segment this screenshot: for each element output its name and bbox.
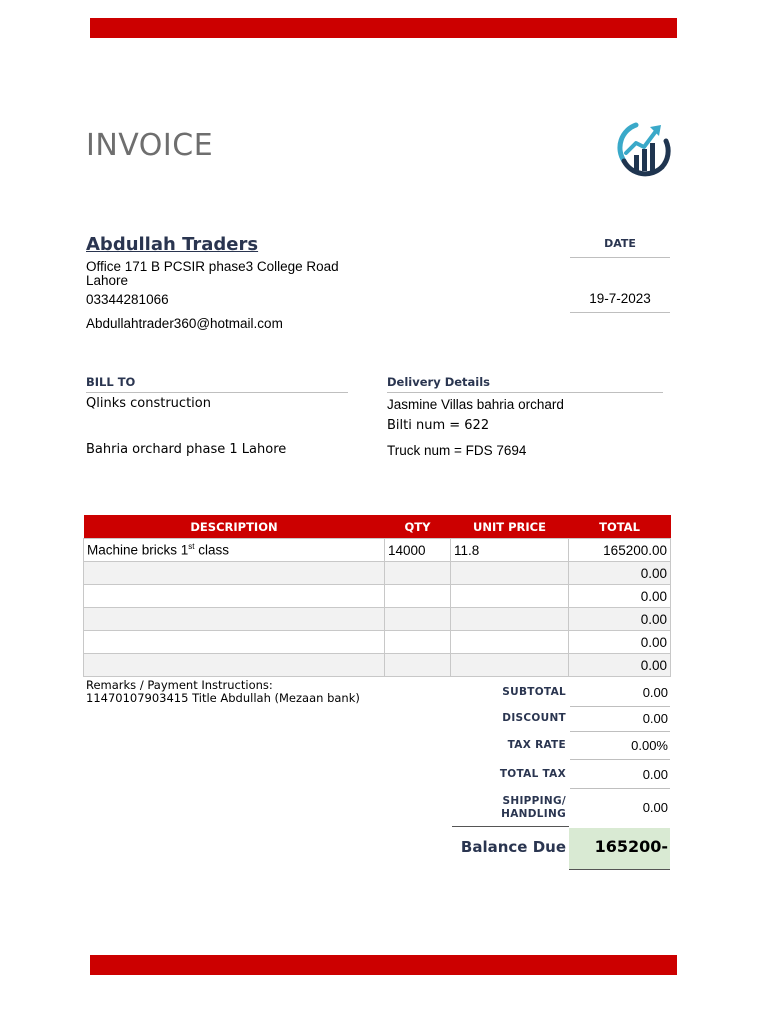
tax-rate-divider bbox=[570, 759, 670, 760]
date-value-divider bbox=[570, 312, 670, 313]
row-total: 0.00 bbox=[569, 608, 671, 631]
invoice-title: INVOICE bbox=[86, 128, 214, 163]
row-total: 0.00 bbox=[569, 654, 671, 677]
balance-due-value: 165200- bbox=[594, 837, 668, 856]
table-row bbox=[84, 608, 671, 631]
bill-to-address: Bahria orchard phase 1 Lahore bbox=[86, 442, 287, 457]
row-qty: 14000 bbox=[385, 539, 451, 562]
bottom-accent-bar bbox=[90, 955, 677, 975]
row-qty bbox=[385, 562, 451, 585]
date-label: DATE bbox=[604, 237, 636, 250]
table-row bbox=[84, 654, 671, 677]
row-qty bbox=[385, 631, 451, 654]
total-tax-label: TOTAL TAX bbox=[499, 768, 566, 780]
row-unit-price: 11.8 bbox=[451, 539, 569, 562]
company-name: Abdullah Traders bbox=[86, 234, 259, 255]
row-description bbox=[84, 562, 385, 585]
row-total: 0.00 bbox=[569, 562, 671, 585]
delivery-truck: Truck num = FDS 7694 bbox=[387, 443, 527, 458]
shipping-label: SHIPPING/ HANDLING bbox=[501, 795, 566, 820]
subtotal-value: 0.00 bbox=[642, 685, 668, 700]
total-tax-value: 0.00 bbox=[642, 767, 668, 782]
company-email: Abdullahtrader360@hotmail.com bbox=[86, 316, 283, 331]
bill-to-label: BILL TO bbox=[86, 375, 136, 389]
subtotal-divider bbox=[570, 706, 670, 707]
company-address-line1: Office 171 B PCSIR phase3 College Road bbox=[86, 259, 339, 274]
subtotal-label: SUBTOTAL bbox=[502, 686, 566, 698]
col-header-qty: QTY bbox=[385, 515, 451, 539]
row-total: 0.00 bbox=[569, 585, 671, 608]
row-description: Machine bricks 1st class bbox=[84, 539, 385, 562]
tax-rate-label: TAX RATE bbox=[507, 739, 566, 751]
col-header-unit-price: UNIT PRICE bbox=[451, 515, 569, 539]
delivery-label: Delivery Details bbox=[387, 375, 491, 389]
row-qty bbox=[385, 608, 451, 631]
discount-value: 0.00 bbox=[642, 711, 668, 726]
discount-label: DISCOUNT bbox=[502, 712, 566, 724]
table-row bbox=[84, 562, 671, 585]
tax-rate-value: 0.00% bbox=[631, 738, 668, 753]
table-row bbox=[84, 539, 671, 562]
row-description bbox=[84, 585, 385, 608]
total-tax-divider bbox=[570, 788, 670, 789]
remarks-label: Remarks / Payment Instructions: bbox=[86, 678, 273, 692]
table-row bbox=[84, 631, 671, 654]
company-address-line2: Lahore bbox=[86, 273, 129, 288]
row-unit-price bbox=[451, 608, 569, 631]
col-header-total: TOTAL bbox=[569, 515, 671, 539]
balance-due-label: Balance Due bbox=[460, 838, 566, 856]
row-description bbox=[84, 631, 385, 654]
row-unit-price bbox=[451, 585, 569, 608]
bill-to-name: Qlinks construction bbox=[86, 396, 211, 411]
table-row bbox=[84, 585, 671, 608]
row-total: 0.00 bbox=[569, 631, 671, 654]
row-qty bbox=[385, 654, 451, 677]
bill-to-divider bbox=[86, 392, 348, 393]
company-phone: 03344281066 bbox=[86, 292, 169, 307]
date-divider bbox=[570, 257, 670, 258]
row-total: 165200.00 bbox=[569, 539, 671, 562]
growth-chart-logo-icon bbox=[614, 117, 674, 179]
row-unit-price bbox=[451, 562, 569, 585]
remarks-block bbox=[86, 679, 360, 705]
remarks-text: 11470107903415 Title Abdullah (Mezaan bank) bbox=[86, 691, 360, 705]
line-items-table bbox=[83, 515, 671, 677]
row-unit-price bbox=[451, 631, 569, 654]
shipping-value: 0.00 bbox=[642, 800, 668, 815]
top-accent-bar bbox=[90, 18, 677, 38]
delivery-divider bbox=[387, 392, 663, 393]
col-header-description: DESCRIPTION bbox=[84, 515, 385, 539]
delivery-line1: Jasmine Villas bahria orchard bbox=[387, 397, 564, 412]
row-description bbox=[84, 654, 385, 677]
date-value: 19-7-2023 bbox=[589, 291, 651, 306]
delivery-bilti: Bilti num = 622 bbox=[387, 418, 490, 433]
balance-divider bbox=[452, 826, 569, 827]
row-unit-price bbox=[451, 654, 569, 677]
row-description bbox=[84, 608, 385, 631]
row-qty bbox=[385, 585, 451, 608]
discount-divider bbox=[570, 731, 670, 732]
